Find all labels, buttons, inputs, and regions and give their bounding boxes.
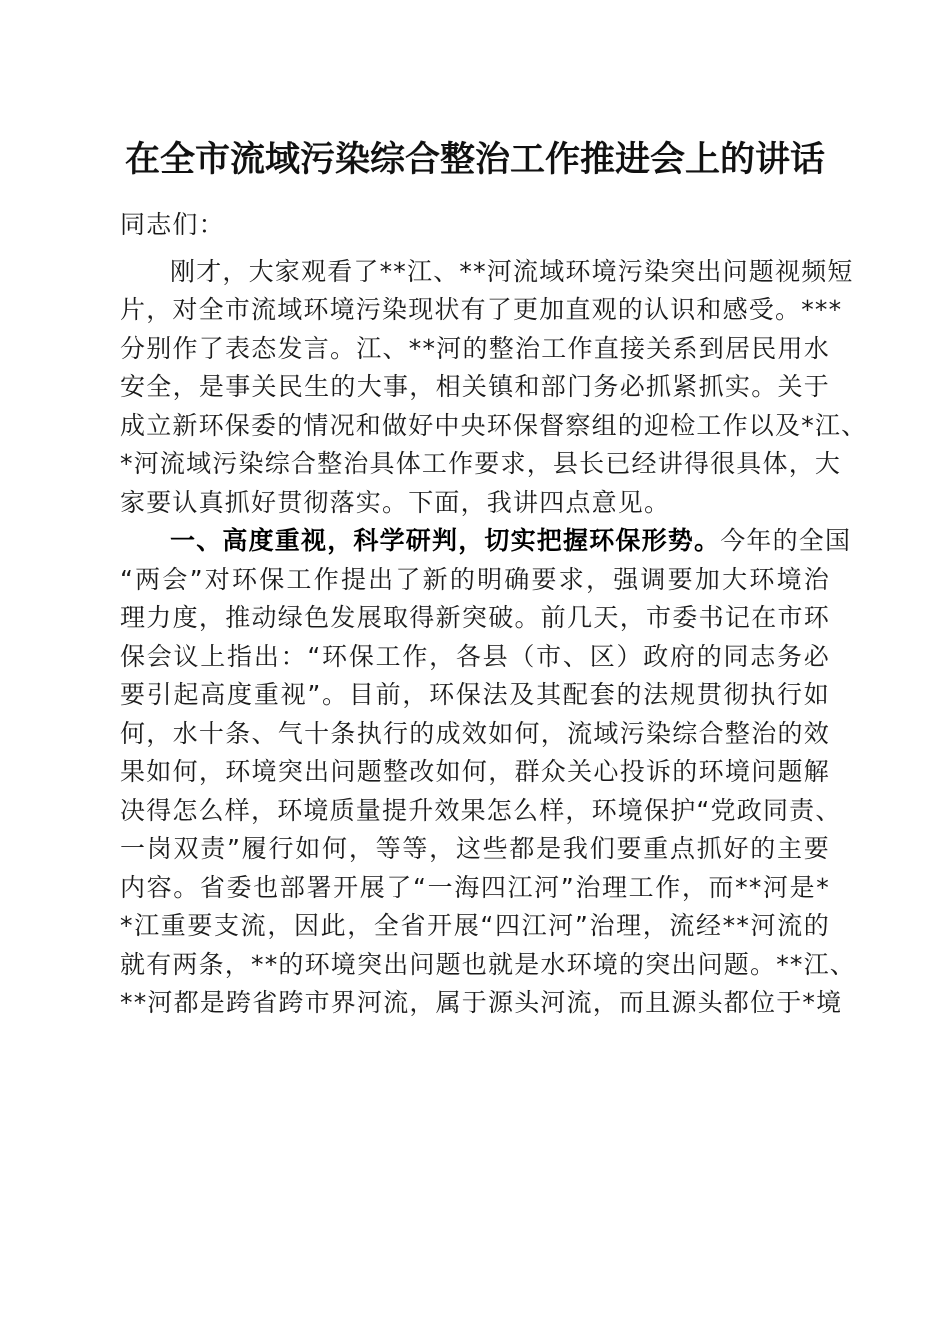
paragraph-1-line: 分别作了表态发言。江、**河的整治工作直接关系到居民用水 <box>120 333 830 363</box>
paragraph-2-first-line <box>120 522 852 561</box>
paragraph-1-line: 刚才，大家观看了**江、**河流域环境污染突出问题视频短 <box>170 256 854 286</box>
paragraph-1-line: 安全，是事关民生的大事，相关镇和部门务必抓紧抓实。关于 <box>120 372 830 401</box>
paragraph-1-line: 成立新环保委的情况和做好中央环保督察组的迎检工作以及*江、 <box>120 410 868 440</box>
paragraph-2-line: “两会”对环保工作提出了新的明确要求，强调要加大环境治 <box>120 564 830 594</box>
document-title: 在全市流域污染综合整治工作推进会上的讲话 <box>124 139 825 180</box>
paragraph-1 <box>120 253 868 523</box>
paragraph-2-first-line-rest: 今年的全国 <box>720 526 852 555</box>
greeting: 同志们： <box>120 210 225 239</box>
paragraph-2-line: **河都是跨省跨市界河流，属于源头河流，而且源头都位于*境 <box>120 988 843 1017</box>
document-body <box>120 206 868 1023</box>
paragraph-2-line: 何，水十条、气十条执行的成效如何，流域污染综合整治的效 <box>120 718 830 748</box>
paragraph-2-line: 理力度，推动绿色发展取得新突破。前几天，市委书记在市环 <box>120 603 830 632</box>
paragraph-2-line: *江重要支流，因此，全省开展“四江河”治理，流经**河流的 <box>120 911 830 940</box>
paragraph-1-line: 片，对全市流域环境污染现状有了更加直观的认识和感受。*** <box>120 295 843 324</box>
paragraph-2-line: 果如何，环境突出问题整改如何，群众关心投诉的环境问题解 <box>120 757 830 786</box>
paragraph-1-line: *河流域污染综合整治具体工作要求，县长已经讲得很具体，大 <box>120 449 842 478</box>
paragraph-2-line: 内容。省委也部署开展了“一海四江河”治理工作，而**河是* <box>120 872 830 902</box>
paragraph-2-line: 保会议上指出：“环保工作，各县（市、区）政府的同志务必 <box>120 641 830 671</box>
section-heading-1: 一、高度重视，科学研判，切实把握环保形势。 <box>170 526 721 555</box>
paragraph-2-line: 就有两条，**的环境突出问题也就是水环境的突出问题。**江、 <box>120 949 857 979</box>
paragraph-2-line: 决得怎么样，环境质量提升效果怎么样，环境保护“党政同责、 <box>120 795 842 825</box>
paragraph-2-line: 一岗双责”履行如何，等等，这些都是我们要重点抓好的主要 <box>120 834 830 863</box>
paragraph-1-line: 家要认真抓好贯彻落实。下面，我讲四点意见。 <box>120 487 671 517</box>
paragraph-2 <box>120 522 857 1023</box>
paragraph-2-line: 要引起高度重视”。目前，环保法及其配套的法规贯彻执行如 <box>120 680 830 709</box>
